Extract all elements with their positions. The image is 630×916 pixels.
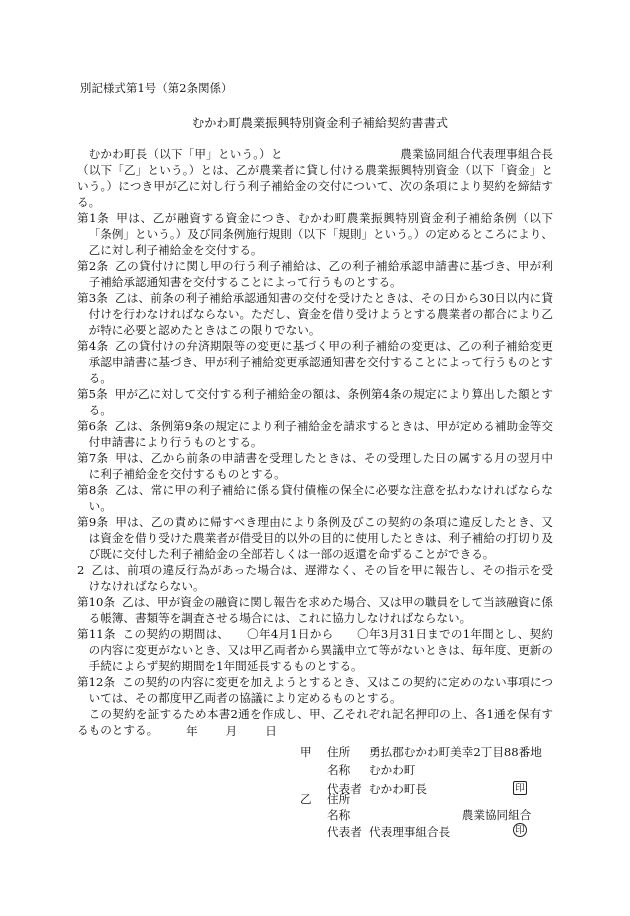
party-a-address: 勇払郡むかわ町美幸2丁目88番地 bbox=[369, 745, 542, 759]
party-b-address-label: 住所 bbox=[327, 792, 351, 806]
party-a-rep: むかわ町長 bbox=[369, 782, 427, 796]
party-b-address-row bbox=[327, 791, 369, 807]
article-text: 乙は、前条の利子補給承認通知書の交付を受けたときは、その日から30日以内に貸付けを行わなければならない。ただし、資金を借り受けようとする農業者の都合により乙が特に必要と認めたときはこの限りでない。 bbox=[88, 291, 553, 337]
date-year: 年 bbox=[186, 724, 198, 738]
article-text: この契約の期間は、 〇年4月1日から 〇年3月31日までの1年間とし、契約の内容に変更がないとき、又は甲乙両者から異議申立て等がないときは、毎年度、更新の手続によらず契約期間を1年間延長するものとする。 bbox=[88, 627, 553, 673]
article-item bbox=[77, 418, 553, 450]
article-item bbox=[77, 594, 553, 626]
article-number: 第8条 bbox=[77, 483, 109, 497]
document-title: むかわ町農業振興特別資金利子補給契約書書式 bbox=[192, 116, 448, 130]
party-a-seal-mark: 印 bbox=[513, 781, 527, 795]
article-number: 第4条 bbox=[77, 339, 109, 353]
article-item bbox=[77, 482, 553, 514]
article-text: 甲が乙に対して交付する利子補給金の額は、条例第4条の規定により算出した額とする。 bbox=[88, 387, 553, 417]
article-number: 第5条 bbox=[77, 387, 108, 401]
form-number: 別記様式第1号（第2条関係） bbox=[80, 81, 233, 95]
article-item bbox=[77, 290, 553, 338]
party-b-seal-mark: 印 bbox=[513, 823, 527, 837]
article-item bbox=[77, 210, 553, 258]
party-b-name: 農業協同組合 bbox=[369, 808, 532, 822]
article-text: この契約の内容に変更を加えようとするとき、又はこの契約に定めのない事項については、その都度甲乙両者の協議により定めるものとする。 bbox=[88, 675, 553, 705]
date-month: 月 bbox=[225, 724, 238, 738]
article-text: 甲は、乙から前条の申請書を受理したときは、その受理した日の属する月の翌月中に利子補給金を交付するものとする。 bbox=[88, 451, 553, 481]
article-number: 第3条 bbox=[77, 291, 109, 305]
article-number: 第9条 bbox=[77, 515, 109, 529]
article-item bbox=[77, 562, 553, 594]
party-b-rep-row bbox=[327, 824, 450, 840]
preamble: むかわ町長（以下「甲」という。）と 農業協同組合代表理事組合長（以下「乙」という。）とは、乙が農業者に貸し付ける農業振興特別資金（以下「資金」という。）につき甲が乙に対し行う利子補給金の交付について、次の条項により契約を締結する。 bbox=[77, 147, 553, 209]
party-b-name-label: 名称 bbox=[327, 808, 351, 822]
article-number: 第11条 bbox=[77, 627, 116, 641]
article-number: 第6条 bbox=[77, 419, 108, 433]
article-number: 第7条 bbox=[77, 451, 109, 465]
article-item bbox=[77, 514, 553, 562]
article-number: 第10条 bbox=[77, 595, 116, 609]
article-item bbox=[77, 674, 553, 706]
article-text: 乙の貸付けの弁済期限等の変更に基づく甲の利子補給の変更は、乙の利子補給変更承認申請書に基づき、甲が利子補給変更承認通知書を交付することによって行うものとする。 bbox=[88, 339, 553, 385]
party-a-rep-label: 代表者 bbox=[327, 782, 362, 796]
contract-body bbox=[77, 146, 553, 738]
party-a-name-row bbox=[327, 762, 415, 778]
article-number: 第1条 bbox=[77, 211, 110, 225]
party-b-mark: 乙 bbox=[300, 792, 312, 806]
party-a-name-label: 名称 bbox=[327, 763, 351, 777]
date-day: 日 bbox=[265, 724, 277, 738]
closing-statement: この契約を証するため本書2通を作成し、甲、乙それぞれ記名押印の上、各1通を保有するものとする。 bbox=[77, 707, 553, 737]
date-line bbox=[186, 723, 305, 739]
party-a-address-row bbox=[327, 744, 542, 760]
article-number: 2 bbox=[77, 563, 85, 577]
article-text: 甲は、乙の責めに帰すべき理由により条例及びこの契約の条項に違反したとき、又は資金を借り受けた農業者が借受目的以外の目的に使用したときは、利子補給の打切り及び既に交付した利子補給金の全部若しくは一部の返還を命ずることができる。 bbox=[88, 515, 553, 561]
party-b-rep-label: 代表者 bbox=[327, 825, 362, 839]
party-b-name-row bbox=[327, 807, 531, 823]
article-text: 乙は、常に甲の利子補給に係る貸付債権の保全に必要な注意を払わなければならない。 bbox=[88, 483, 553, 513]
article-number: 第12条 bbox=[77, 675, 116, 689]
party-a-name: むかわ町 bbox=[369, 763, 416, 777]
article-list bbox=[77, 210, 553, 706]
article-text: 甲は、乙が融資する資金につき、むかわ町農業振興特別資金利子補給条例（以下「条例」という。）及び同条例施行規則（以下「規則」という。）の定めるところにより、乙に対し利子補給金を交付する。 bbox=[88, 211, 553, 257]
article-text: 乙は、甲が資金の融資に関し報告を求めた場合、又は甲の職員をして当該融資に係る帳簿、書類等を調査させる場合には、これに協力しなければならない。 bbox=[88, 595, 553, 625]
article-item bbox=[77, 386, 553, 418]
article-item bbox=[77, 450, 553, 482]
article-text: 乙は、前項の違反行為があった場合は、遅滞なく、その旨を甲に報告し、その指示を受けなければならない。 bbox=[88, 563, 553, 593]
article-number: 第2条 bbox=[77, 259, 109, 273]
party-b-rep: 代表理事組合長 bbox=[369, 825, 451, 839]
article-item bbox=[77, 338, 553, 386]
article-item bbox=[77, 626, 553, 674]
article-text: 乙の貸付けに関し甲の行う利子補給は、乙の利子補給承認申請書に基づき、甲が利子補給承認通知書を交付することによって行うものとする。 bbox=[88, 259, 553, 289]
article-text: 乙は、条例第9条の規定により利子補給金を請求するときは、甲が定める補助金等交付申請書により行うものとする。 bbox=[88, 419, 553, 449]
article-item bbox=[77, 258, 553, 290]
party-a-address-label: 住所 bbox=[327, 745, 351, 759]
party-a-mark: 甲 bbox=[300, 745, 312, 759]
